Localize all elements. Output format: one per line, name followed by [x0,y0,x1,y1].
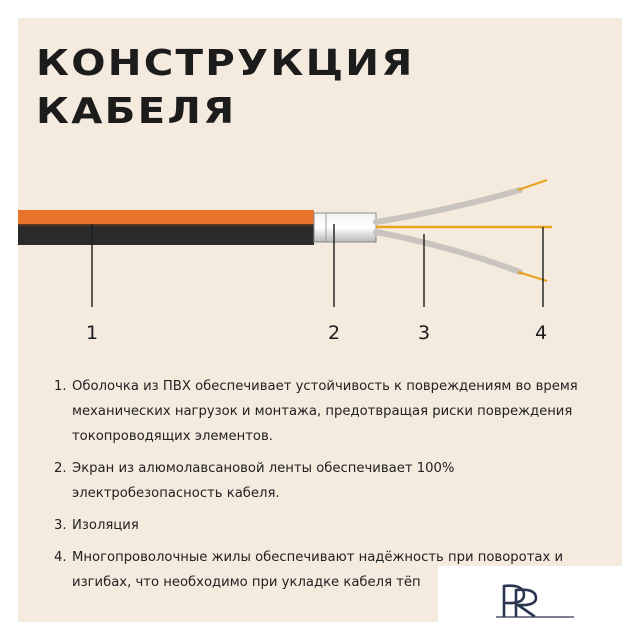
callout-number-1: 1 [85,322,99,344]
callout-number-4: 4 [534,322,548,344]
list-item [54,513,594,538]
list-item-number: 4. [54,550,67,565]
list-item-text: Изоляция [72,518,139,533]
list-item-number: 2. [54,461,67,476]
list-item-number: 3. [54,518,67,533]
insulated-wires [376,180,547,281]
wire-upper-conductor [518,180,547,190]
list-item-text: Оболочка из ПВХ обеспечивает устойчивость к повреждениям во время механических нагрузок и монтажа, предотвращая риски повреждения токопроводящих элементов. [72,379,578,444]
pr-monogram-icon [494,582,580,622]
cable-sheath [18,210,314,245]
title-line-2: КАБЕЛЯ [36,91,237,132]
wire-upper-insulation [376,190,520,222]
callout-number-3: 3 [417,322,431,344]
sheath-orange-layer [18,210,314,225]
callout-number-2: 2 [327,322,341,344]
sheath-dark-layer [18,225,314,245]
list-item-text: Экран из алюмолавсановой ленты обеспечивает 100% электробезопасность кабеля. [72,461,455,501]
list-item-text: Многопроволочные жилы обеспечивают надёжность при поворотах и изгибах, что необходимо при укладке кабеля тёп [72,550,564,590]
list-item-number: 1. [54,379,67,394]
title-line-1: КОНСТРУКЦИЯ [36,43,415,84]
list-item [54,374,594,449]
wire-lower-insulation [376,232,520,272]
foil-shield-body [314,213,376,242]
foil-shield [314,213,376,242]
sheath-seam [18,224,314,226]
list-item [54,456,594,506]
